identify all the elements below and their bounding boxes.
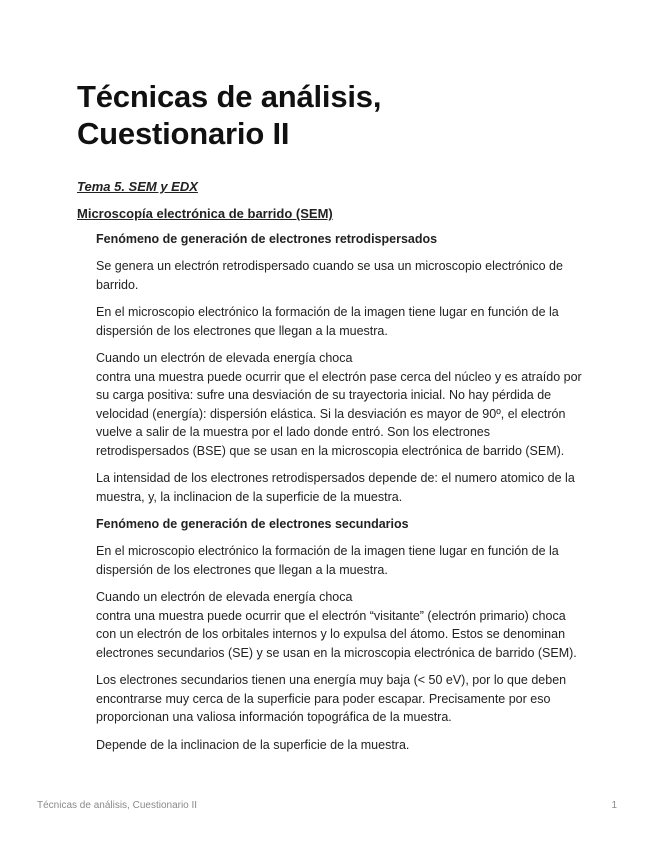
paragraph: Los electrones secundarios tienen una energía muy baja (< 50 eV), por lo que deben encontrarse muy cerca de la superficie para poder escapar. Precisamente por eso proporcionan una valiosa información topográfica de la muestra. bbox=[96, 673, 567, 724]
paragraph-line: contra una muestra puede ocurrir que el electrón pase cerca del núcleo y es atraído por su carga positiva: sufre una desviación de su trayectoria inicial. No hay pérdida de velocidad (energía): dispersión elástica. Si la desviación es mayor de 90º, el electrón vuelve a salir de la muestra por el lado donde entró. Son los electrones retrodispersados (BSE) que se usan en la microscopia electrónica de barrido (SEM). bbox=[96, 369, 582, 458]
topic-heading: Tema 5. SEM y EDX bbox=[77, 179, 198, 194]
paragraph: La intensidad de los electrones retrodispersados depende de: el numero atomico de la muestra, y, la inclinacion de la superficie de la muestra. bbox=[96, 471, 575, 504]
paragraph: Depende de la inclinacion de la superficie de la muestra. bbox=[96, 737, 410, 752]
paragraph-line: contra una muestra puede ocurrir que el electrón “visitante” (electrón primario) choca con un electrón de los orbitales internos y lo expulsa del átomo. Estos se denominan electrones secundarios (SE) y se usan en la microscopia electrónica de barrido (SEM). bbox=[96, 608, 577, 660]
document-title bbox=[77, 78, 381, 152]
paragraph bbox=[96, 349, 586, 460]
title-line-2: Cuestionario II bbox=[77, 116, 290, 151]
footer-title: Técnicas de análisis, Cuestionario II bbox=[37, 800, 198, 811]
paragraph-line: Cuando un electrón de elevada energía choca bbox=[96, 351, 353, 365]
title-line-1: Técnicas de análisis, bbox=[77, 79, 382, 114]
paragraph: En el microscopio electrónico la formación de la imagen tiene lugar en función de la dispersión de los electrones que llegan a la muestra. bbox=[96, 544, 559, 577]
section-heading: Microscopía electrónica de barrido (SEM) bbox=[77, 206, 333, 221]
subheading-secondary: Fenómeno de generación de electrones secundarios bbox=[96, 517, 409, 531]
paragraph: En el microscopio electrónico la formación de la imagen tiene lugar en función de la dispersión de los electrones que llegan a la muestra. bbox=[96, 305, 559, 338]
subheading-backscattered: Fenómeno de generación de electrones retrodispersados bbox=[96, 232, 438, 246]
page-number: 1 bbox=[611, 800, 617, 811]
document-body bbox=[96, 230, 586, 763]
paragraph: Se genera un electrón retrodispersado cuando se usa un microscopio electrónico de barrido. bbox=[96, 259, 563, 292]
paragraph-line: Cuando un electrón de elevada energía choca bbox=[96, 590, 353, 604]
paragraph bbox=[96, 588, 586, 662]
